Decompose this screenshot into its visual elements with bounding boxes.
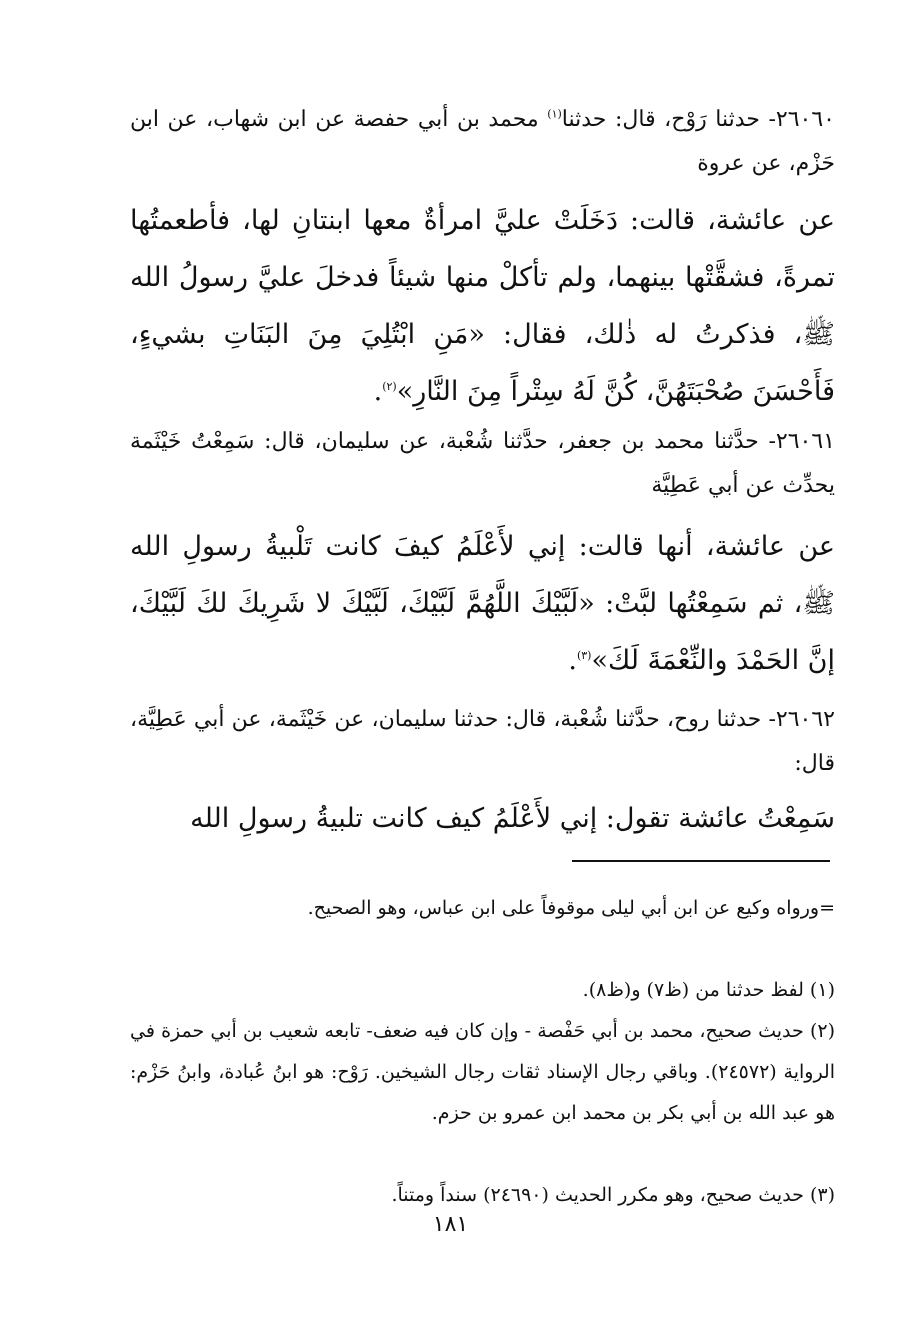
isnad-text: ٢٦٠٦٠- حدثنا رَوْح، قال: حدثنا — [561, 107, 835, 132]
full-stop: . — [568, 645, 577, 676]
footnote-3: (٣) حديث صحيح، وهو مكرر الحديث (٢٤٦٩٠) سنداً ومتناً. — [391, 1184, 835, 1206]
hadith-26661-isnad: ٢٦٠٦١- حدَّثنا محمد بن جعفر، حدَّثنا شُعْبة، عن سليمان، قال: سَمِعْتُ خَيْثَمة يحدِّث عن أبي عَطِيَّة — [130, 429, 835, 498]
matn-text: عن عائشة، أنها قالت: إني لأَعْلَمُ كيفَ كانت تَلْبيةُ رسولِ الله ﷺ، ثم سَمِعْتُها لبَّتْ: «لَبَّيْكَ اللَّهُمَّ لَبَّيْكَ، لَبَّيْكَ لا شَرِيكَ لكَ لَبَّيْكَ، إنَّ الحَمْدَ والنِّعْمَةَ لَكَ» — [130, 531, 835, 676]
footnote-separator — [572, 860, 830, 862]
hadith-26662-matn: سَمِعْتُ عائشة تقول: إني لأَعْلَمُ كيف كانت تلبيةُ رسولِ الله — [190, 803, 835, 834]
footnote-ref-1[interactable]: (١) — [547, 107, 562, 121]
page-number: ١٨١ — [432, 1212, 469, 1237]
footnote-ref-3[interactable]: (٣) — [576, 649, 592, 662]
full-stop: . — [373, 376, 383, 407]
hadith-26660-isnad — [130, 98, 835, 186]
hadith-26660-matn — [130, 192, 835, 420]
footnote-2: (٢) حديث صحيح، محمد بن أبي حَفْصة - وإن كان فيه ضعف- تابعه شعيب بن أبي حمزة في الرواية (٢٤٥٧٢). وباقي رجال الإسناد ثقات رجال الشيخين. رَوْح: هو ابنُ عُبادة، وابنُ حَزْم: هو عبد الله بن أبي بكر بن محمد ابن عمرو بن حزم. — [130, 1020, 835, 1124]
footnote-ref-2[interactable]: (٢) — [382, 380, 397, 393]
matn-text: عن عائشة، قالت: دَخَلَتْ عليَّ امرأةٌ معها ابنتانِ لها، فأطعمتُها تمرةً، فشقَّتْها بينهما، ولم تأكلْ منها شيئاً فدخلَ عليَّ رسولُ الله ﷺ، فذكرتُ له ذٰلك، فقال: «مَنِ ابْتُلِيَ مِنَ البَنَاتِ بشيءٍ، فَأَحْسَنَ صُحْبَتَهُنَّ، كُنَّ لَهُ سِتْراً مِنَ النَّارِ» — [130, 205, 835, 407]
footnote-1: (١) لفظ حدثنا من (ظ٧) و(ظ٨). — [582, 979, 835, 1001]
hadith-26661-matn — [130, 518, 835, 689]
isnad-text: محمد بن أبي حفصة عن ابن شهاب، عن ابن حَزْم، عن عروة — [130, 107, 835, 176]
footnote-continuation: =ورواه وكيع عن ابن أبي ليلى موقوفاً على ابن عباس، وهو الصحيح. — [307, 897, 835, 919]
hadith-26662-isnad: ٢٦٠٦٢- حدثنا روح، حدَّثنا شُعْبة، قال: حدثنا سليمان، عن خَيْثَمة، عن أبي عَطِيَّة، قال: — [130, 707, 835, 776]
